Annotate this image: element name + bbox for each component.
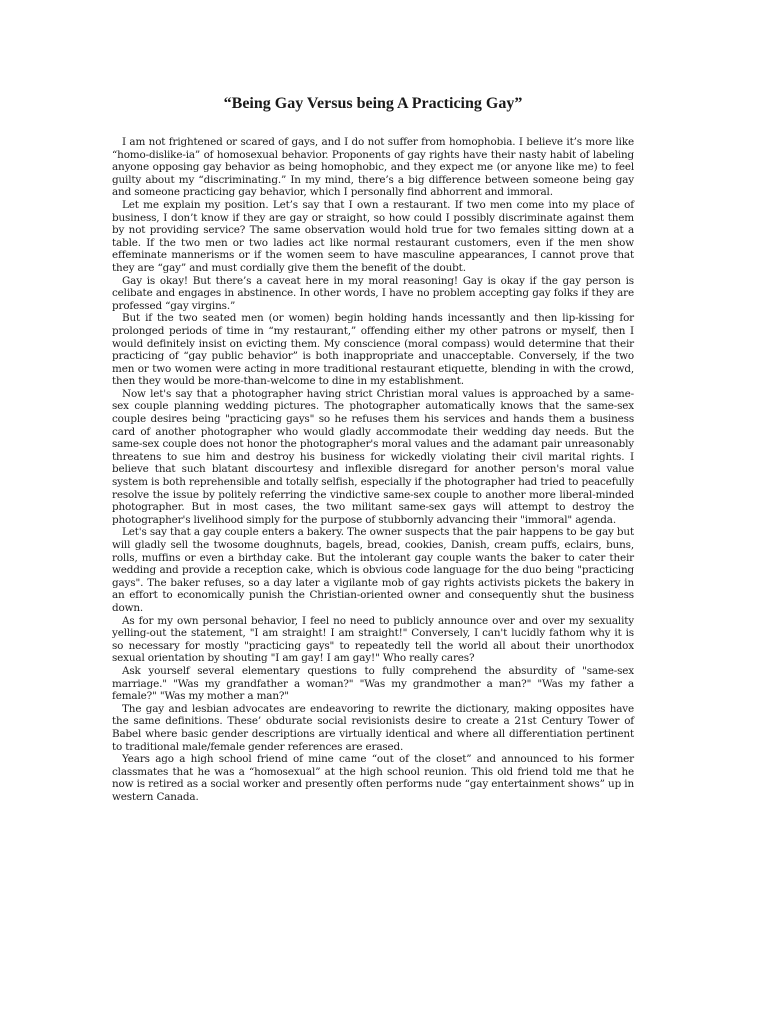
paragraph: Years ago a high school friend of mine came “out of the closet” and announced to his former classmates that he was a “homosexual” at the high school reunion. This old friend told me that he now is retired as a social worker and presently often performs nude “gay entertainment shows” up in western Canada.	[112, 753, 634, 803]
paragraph: I am not frightened or scared of gays, and I do not suffer from homophobia. I believe it’s more like “homo-dislike-ia” of homosexual behavior. Proponents of gay rights have their nasty habit of labeling anyone opposing gay behavior as being homophobic, and they expect me (or anyone like me) to feel guilty about my “discriminating.” In my mind, there’s a big difference between someone being gay and someone practicing gay behavior, which I personally find abhorrent and immoral.	[112, 136, 634, 199]
paragraph: As for my own personal behavior, I feel no need to publicly announce over and over my sexuality yelling-out the statement, "I am straight! I am straight!" Conversely, I can't lucidly fathom why it is so necessary for mostly "practicing gays" to repeatedly tell the world all about their unorthodox sexual orientation by shouting "I am gay! I am gay!" Who really cares?	[112, 614, 634, 665]
paragraph: But if the two seated men (or women) begin holding hands incessantly and then lip-kissing for prolonged periods of time in “my restaurant,” offending either my other patrons or myself, then I would definitely insist on evicting them. My conscience (moral compass) would determine that their practicing of “gay public behavior” is both inappropriate and unacceptable. Conversely, if the two men or two women were acting in more traditional restaurant etiquette, blending in with the crowd, then they would be more-than-welcome to dine in my establishment.	[112, 312, 634, 388]
paragraph: Let's say that a gay couple enters a bakery. The owner suspects that the pair happens to be gay but will gladly sell the twosome doughnuts, bagels, bread, cookies, Danish, cream puffs, eclairs, buns, rolls, muffins or even a birthday cake. But the intolerant gay couple wants the baker to cater their wedding and provide a reception cake, which is obvious code language for the duo being "practicing gays". The baker refuses, so a day later a vigilante mob of gay rights activists pickets the bakery in an effort to economically punish the Christian-oriented owner and consequently shut the business down.	[112, 526, 634, 614]
paragraph: Let me explain my position. Let’s say that I own a restaurant. If two men come into my place of business, I don’t know if they are gay or straight, so how could I possibly discriminate against them by not providing service? The same observation would hold true for two females sitting down at a table. If the two men or two ladies act like normal restaurant customers, even if the men show effeminate mannerisms or if the women seem to have masculine appearances, I cannot prove that they are “gay” and must cordially give them the benefit of the doubt.	[112, 198, 634, 274]
paragraph: Now let's say that a photographer having strict Christian moral values is approached by a same-sex couple planning wedding pictures. The photographer automatically knows that the same-sex couple desires being "practicing gays" so he refuses them his services and hands them a business card of another photographer who would gladly accommodate their wedding day needs. But the same-sex couple does not honor the photographer's moral values and the adamant pair unreasonably threatens to sue him and destroy his business for wickedly violating their civil marital rights. I believe that such blatant discourtesy and inflexible disregard for another person's moral value system is both reprehensible and totally selfish, especially if the photographer had tried to peacefully resolve the issue by politely referring the vindictive same-sex couple to another more liberal-minded photographer. But in most cases, the two militant same-sex gays will attempt to destroy the photographer's livelihood simply for the purpose of stubbornly advancing their "immoral" agenda.	[112, 387, 634, 526]
document-body	[112, 136, 634, 803]
paragraph: Gay is okay! But there’s a caveat here in my moral reasoning! Gay is okay if the gay person is celibate and engages in abstinence. In other words, I have no problem accepting gay folks if they are professed “gay virgins.”	[112, 274, 634, 312]
paragraph: The gay and lesbian advocates are endeavoring to rewrite the dictionary, making opposites have the same definitions. These’ obdurate social revisionists desire to create a 21st Century Tower of Babel where basic gender descriptions are virtually identical and where all differentiation pertinent to traditional male/female gender references are erased.	[112, 702, 634, 753]
paragraph: Ask yourself several elementary questions to fully comprehend the absurdity of "same-sex marriage." "Was my grandfather a woman?" "Was my grandmother a man?" "Was my father a female?" "Was my mother a man?"	[112, 664, 634, 703]
document-page	[112, 94, 634, 803]
document-title: “Being Gay Versus being A Practicing Gay”	[223, 95, 523, 112]
